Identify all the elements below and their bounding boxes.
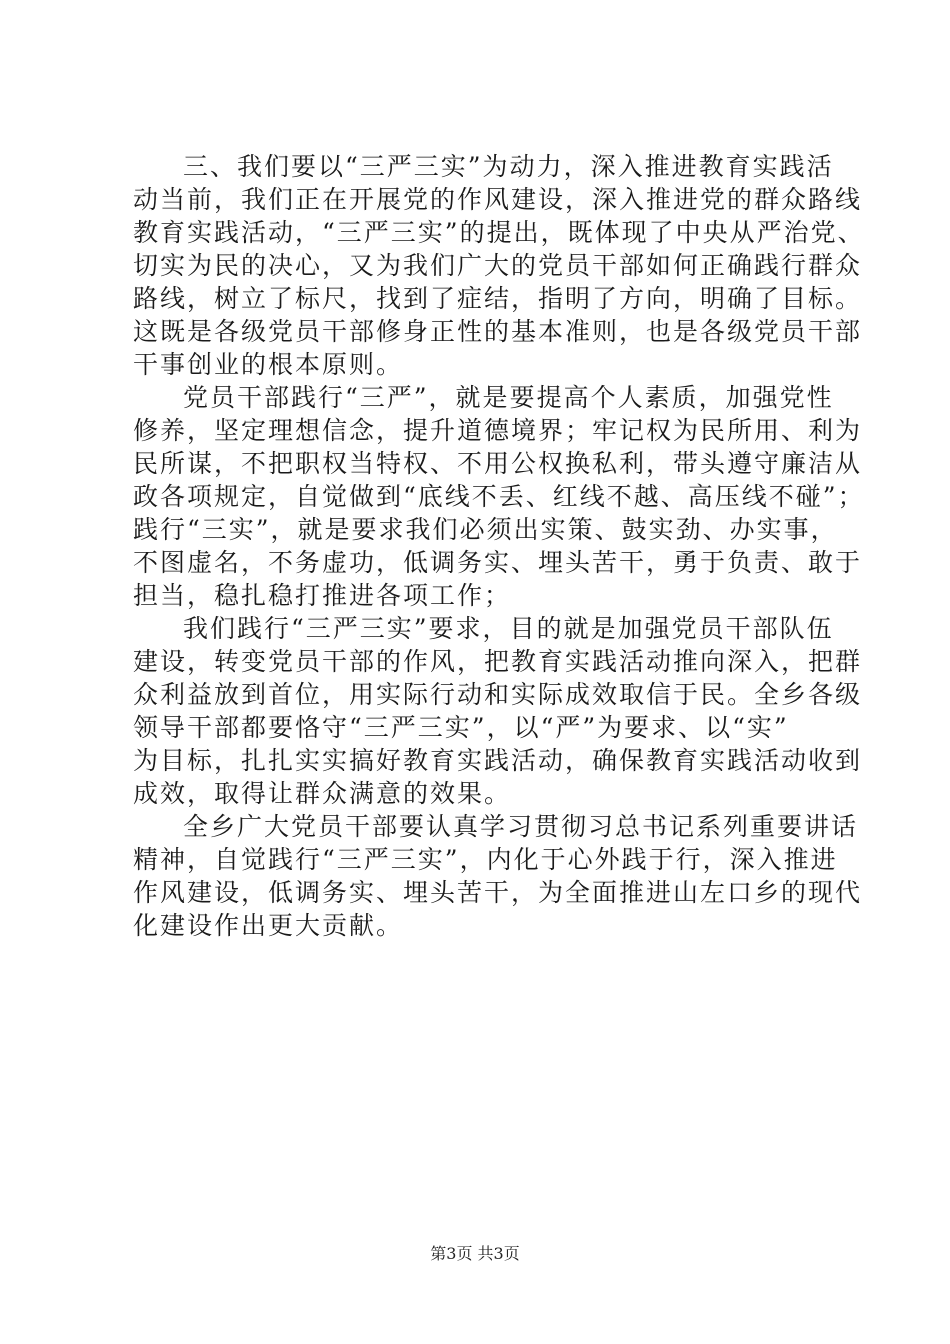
text-line: 精神，自觉践行“三严三实”，内化于心外践于行，深入推进: [133, 845, 838, 874]
paragraph-4: [133, 810, 863, 942]
text-line: 担当，稳扎稳打推进各项工作；: [133, 581, 512, 610]
document-body: [133, 150, 865, 942]
text-line: 成效，取得让群众满意的效果。: [133, 779, 512, 808]
text-line: 建设，转变党员干部的作风，把教育实践活动推向深入，把群: [133, 647, 863, 676]
text-line: 作风建设，低调务实、埋头苦干，为全面推进山左口乡的现代: [133, 878, 863, 907]
paragraph-3: [133, 612, 863, 810]
text-line: 路线，树立了标尺，找到了症结，指明了方向，明确了目标。: [133, 284, 863, 313]
text-line: 三、我们要以“三严三实”为动力，深入推进教育实践活: [183, 152, 834, 181]
text-line: 政各项规定，自觉做到“底线不丢、红线不越、高压线不碰”；: [133, 482, 865, 511]
text-line: 动当前，我们正在开展党的作风建设，深入推进党的群众路线: [133, 185, 863, 214]
text-line: 践行“三实”，就是要求我们必须出实策、鼓实劲、办实事，: [133, 515, 838, 544]
text-line: 教育实践活动，“三严三实”的提出，既体现了中央从严治党、: [133, 218, 865, 247]
text-line: 切实为民的决心，又为我们广大的党员干部如何正确践行群众: [133, 251, 863, 280]
text-line: 党员干部践行“三严”，就是要提高个人素质，加强党性: [183, 383, 834, 412]
page-footer: [0, 1244, 950, 1264]
text-line: 民所谋，不把职权当特权、不用公权换私利，带头遵守廉洁从: [133, 449, 863, 478]
text-line: 领导干部都要恪守“三严三实”，以“严”为要求、以“实”: [133, 713, 789, 742]
text-line: 为目标，扎扎实实搞好教育实践活动，确保教育实践活动收到: [133, 746, 863, 775]
text-line: 这既是各级党员干部修身正性的基本准则，也是各级党员干部: [133, 317, 863, 346]
text-line: 全乡广大党员干部要认真学习贯彻习总书记系列重要讲话: [183, 812, 859, 841]
paragraph-2: [133, 381, 865, 612]
text-line: 众利益放到首位，用实际行动和实际成效取信于民。全乡各级: [133, 680, 863, 709]
text-line: 不图虚名，不务虚功，低调务实、埋头苦干，勇于负责、敢于: [133, 548, 863, 577]
page-number: 第3页 共3页: [430, 1244, 520, 1263]
text-line: 化建设作出更大贡献。: [133, 911, 404, 940]
text-line: 我们践行“三严三实”要求，目的就是加强党员干部队伍: [183, 614, 834, 643]
text-line: 修养，坚定理想信念，提升道德境界；牢记权为民所用、利为: [133, 416, 863, 445]
paragraph-1: [133, 150, 865, 381]
text-line: 干事创业的根本原则。: [133, 350, 404, 379]
